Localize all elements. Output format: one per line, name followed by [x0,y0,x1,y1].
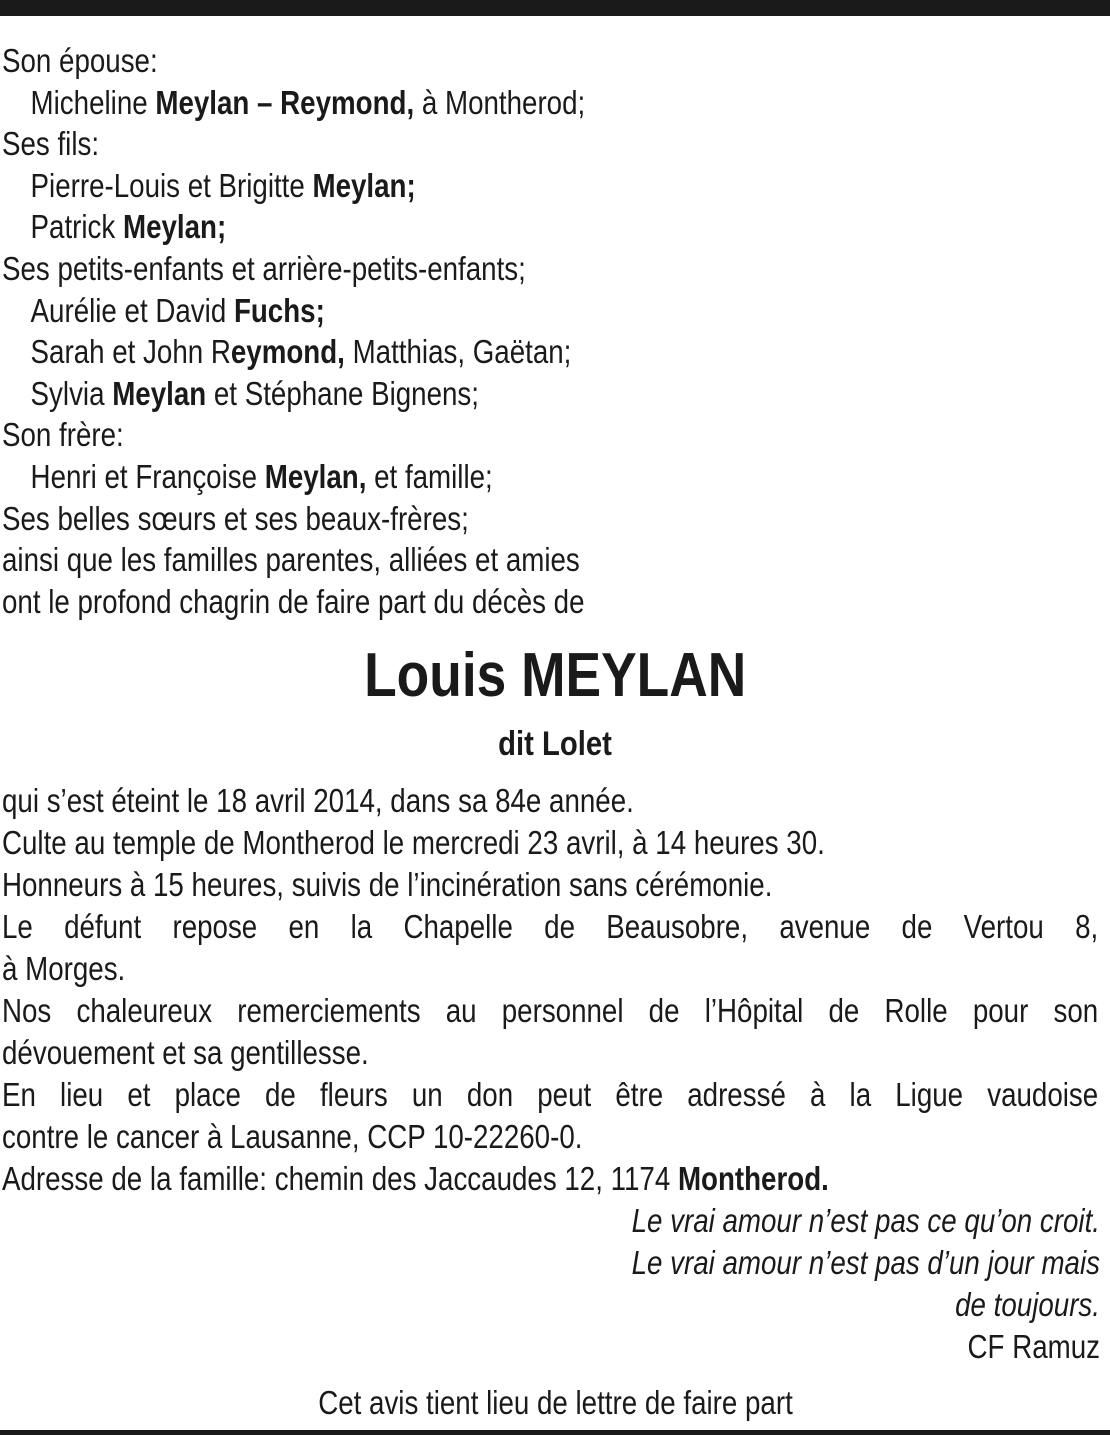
address-line [2,1158,1098,1200]
donation-line-2: contre le cancer à Lausanne, CCP 10-22260-0. [2,1118,583,1155]
rest-line-1: Le défunt repose en la Chapelle de Beausobre, avenue de Vertou 8, [2,908,1099,945]
grandchild1-names: Aurélie et David [30,291,227,329]
quote-line-1: Le vrai amour n’est pas ce qu’on croit. [631,1202,1100,1239]
brother-suffix: et famille; [374,457,493,495]
deceased-name: Louis MEYLAN [363,641,747,710]
son1-names: Pierre-Louis et Brigitte [30,166,305,204]
grandchild3-name: Sylvia [30,374,105,412]
grandchild1-surname: Fuchs; [233,291,325,329]
grandchild2-line [2,331,1098,373]
son2-line [2,206,1098,248]
grandchild2-surname: eymond, [230,333,345,371]
son2-name: Patrick [30,208,116,246]
grandchild1-line [2,290,1098,332]
spouse-name: Micheline [30,83,148,121]
death-line: qui s’est éteint le 18 avril 2014, dans sa 84e année. [2,782,634,819]
service-line: Culte au temple de Montherod le mercredi 23 avril, à 14 heures 30. [2,824,825,861]
honours-line: Honneurs à 15 heures, suivis de l’incinération sans cérémonie. [2,866,773,903]
grandchild3-surname: Meylan [112,374,207,412]
deceased-block [0,640,1110,766]
address-town: Montherod. [677,1160,829,1197]
quote-line-3: de toujours. [955,1286,1100,1323]
deceased-nickname: dit Lolet [498,725,612,763]
announcement-line: ont le profond chagrin de faire part du décès de [2,582,585,620]
donation-line-1: En lieu et place de fleurs un don peut être adressé à la Ligue vaudoise [2,1076,1099,1113]
son1-line [2,165,1098,207]
footer-note [0,1382,1110,1424]
spouse-place: à Montherod; [421,83,586,121]
bottom-rule [0,1430,1110,1435]
footer-text: Cet avis tient lieu de lettre de faire part [317,1384,793,1421]
thanks-line-1: Nos chaleureux remerciements au personnel de l’Hôpital de Rolle pour son [2,992,1099,1029]
notice-details [2,780,1098,1200]
quote-block [512,1200,1100,1368]
thanks-line-2: dévouement et sa gentillesse. [2,1034,369,1071]
son1-surname: Meylan; [312,166,416,204]
families-line: ainsi que les familles parentes, alliées et amies [2,541,580,579]
inlaws-line: Ses belles sœurs et ses beaux-frères; [2,499,469,537]
brother-heading: Son frère: [2,416,124,454]
grandchild3-partner: et Stéphane Bignens; [213,374,479,412]
top-rule [0,0,1110,16]
quote-author: CF Ramuz [967,1328,1100,1365]
grandchild3-line [2,373,1098,415]
brother-names: Henri et Françoise [30,457,258,495]
address-prefix: Adresse de la famille: chemin des Jaccaudes 12, 1174 [2,1160,671,1197]
sons-heading: Ses fils: [2,125,100,163]
grandchildren-heading: Ses petits-enfants et arrière-petits-enfants; [2,249,526,287]
brother-line [2,456,1098,498]
spouse-line [2,82,1098,124]
son2-surname: Meylan; [122,208,227,246]
quote-line-2: Le vrai amour n’est pas d’un jour mais [631,1244,1100,1281]
spouse-surname: Meylan – Reymond, [155,83,415,121]
family-list [2,40,1098,622]
grandchild2-children: Matthias, Gaëtan; [352,333,572,371]
grandchild2-names: Sarah et John R [30,333,231,371]
rest-line-2: à Morges. [2,950,126,987]
brother-surname: Meylan, [264,457,367,495]
spouse-heading: Son épouse: [2,42,158,79]
